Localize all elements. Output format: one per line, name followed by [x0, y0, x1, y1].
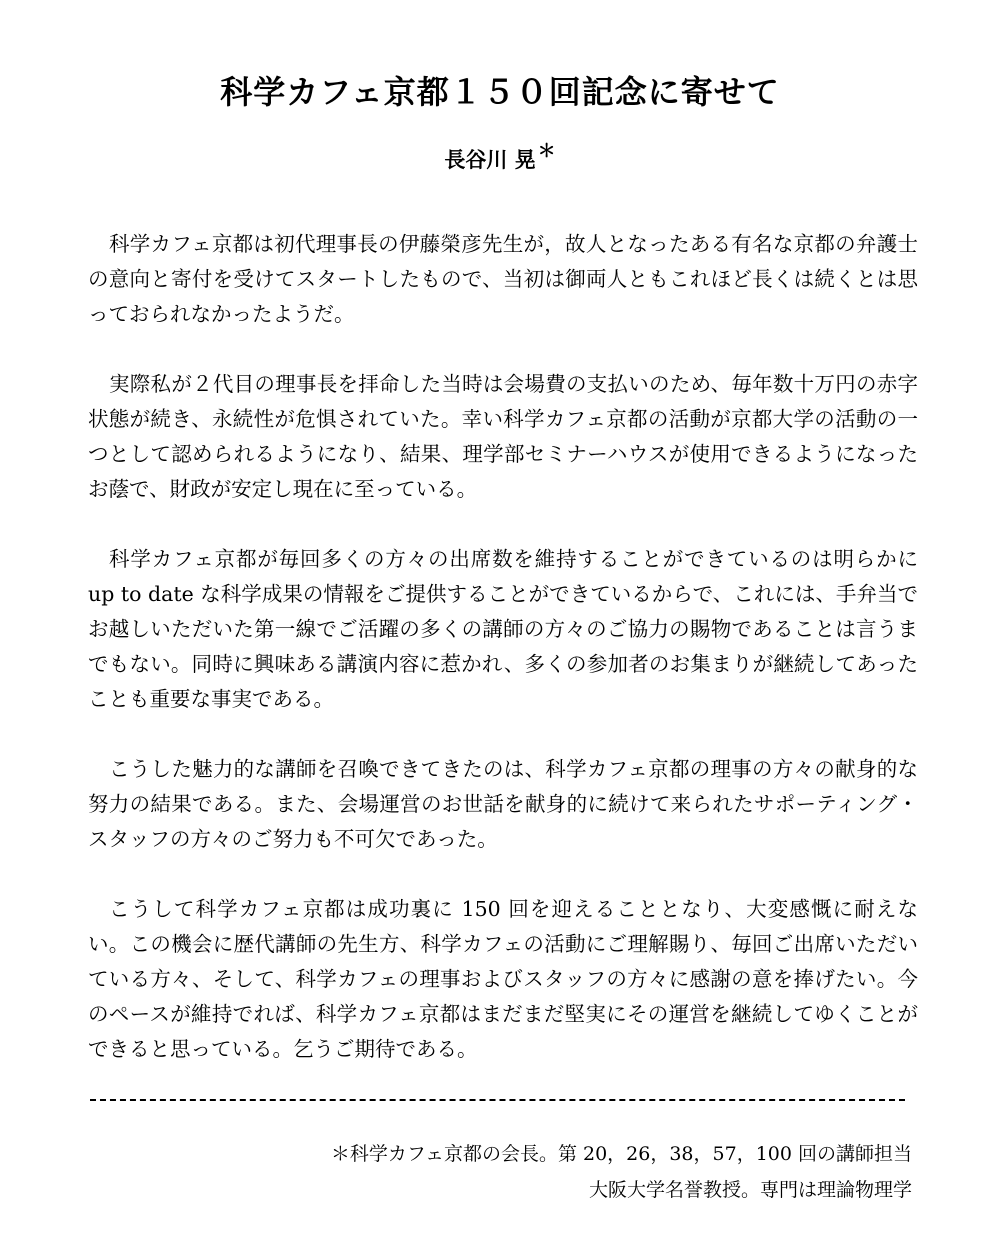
footnote-line-2: 大阪大学名誉教授。専門は理論物理学 [588, 1179, 912, 1201]
footnote-divider [90, 1099, 905, 1101]
author-footnote-mark: ＊ [537, 141, 556, 162]
author-name: 長谷川 晃 [444, 148, 536, 172]
document-title: 科学カフェ京都１５０回記念に寄せて [220, 73, 780, 111]
paragraph-2: 実際私が２代目の理事長を拝命した当時は会場費の支払いのため、毎年数十万円の赤字状態が続き、永続性が危惧されていた。幸い科学カフェ京都の活動が京都大学の活動の一つとして認められるようになり、結果、理学部セミナーハウスが使用できるようになったお蔭で、財政が安定し現在に至っている。 [88, 372, 918, 501]
paragraph-4: こうした魅力的な講師を召喚できてきたのは、科学カフェ京都の理事の方々の献身的な努力の結果である。また、会場運営のお世話を献身的に続けて来られたサポーティング・スタッフの方々のご努力も不可欠であった。 [88, 757, 918, 851]
document-body [88, 227, 918, 1102]
paragraph-3: 科学カフェ京都が毎回多くの方々の出席数を維持することができているのは明らかに up to date な科学成果の情報をご提供することができているからで、これには、手弁当でお越しいただいた第一線でご活躍の多くの講師の方々のご協力の賜物であることは言うまでもない。同時に興味ある講演内容に惹かれ、多くの参加者のお集まりが継続してあったことも重要な事実である。 [88, 547, 918, 711]
footnote [212, 1136, 912, 1208]
paragraph-1: 科学カフェ京都は初代理事長の伊藤榮彦先生が，故人となったある有名な京都の弁護士の意向と寄付を受けてスタートしたもので、当初は御両人ともこれほど長くは続くとは思っておられなかったようだ。 [88, 232, 918, 326]
footnote-line-1: ＊科学カフェ京都の会長。第 20，26，38，57，100 回の講師担当 [330, 1143, 912, 1165]
author-line [0, 141, 1000, 177]
paragraph-5: こうして科学カフェ京都は成功裏に 150 回を迎えることとなり、大変感慨に耐えない。この機会に歴代講師の先生方、科学カフェの活動にご理解賜り、毎回ご出席いただいている方々、そして、科学カフェの理事およびスタッフの方々に感謝の意を捧げたい。今のペースが維持でれば、科学カフェ京都はまだまだ堅実にその運営を継続してゆくことができると思っている。乞うご期待である。 [88, 897, 918, 1061]
